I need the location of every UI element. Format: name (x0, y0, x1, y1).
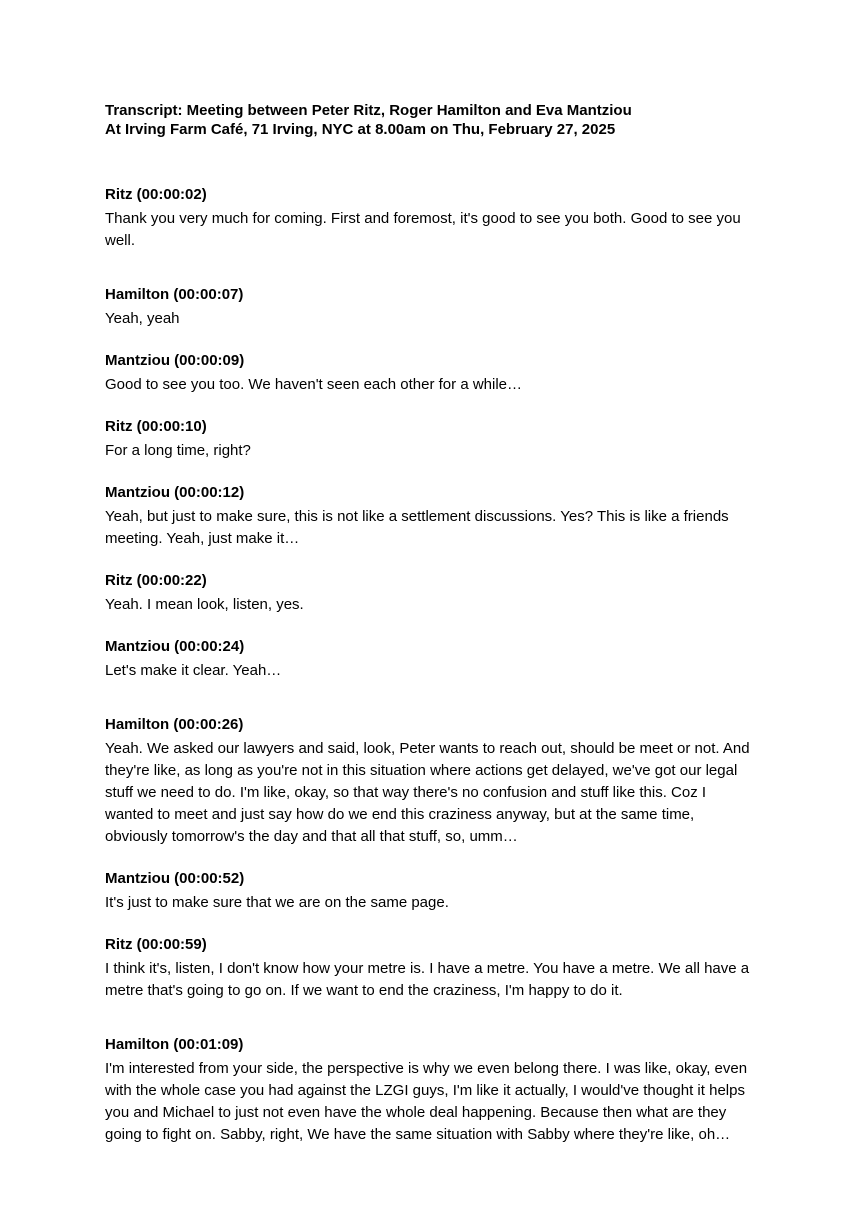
entry-text: Good to see you too. We haven't seen each other for a while… (105, 376, 523, 393)
speaker-name: Mantziou (105, 870, 170, 887)
transcript-entry (105, 571, 755, 616)
entry-timestamp: (00:00:10) (136, 418, 207, 435)
document-title-line1: Transcript: Meeting between Peter Ritz, Roger Hamilton and Eva Mantziou (105, 102, 632, 119)
entry-timestamp: (00:00:26) (173, 716, 244, 733)
transcript-entry (105, 869, 755, 914)
transcript-entry (105, 935, 755, 1002)
transcript-entry (105, 417, 755, 462)
entry-text: For a long time, right? (105, 442, 251, 459)
entry-timestamp: (00:00:07) (173, 286, 244, 303)
speaker-name: Ritz (105, 186, 133, 203)
speaker-name: Ritz (105, 572, 133, 589)
entry-timestamp: (00:00:22) (136, 572, 207, 589)
entry-text: It's just to make sure that we are on the same page. (105, 894, 449, 911)
entry-text: Yeah. I mean look, listen, yes. (105, 596, 304, 613)
document-title-line2: At Irving Farm Café, 71 Irving, NYC at 8.00am on Thu, February 27, 2025 (105, 121, 616, 138)
entry-timestamp: (00:00:24) (174, 638, 245, 655)
entry-heading (105, 1035, 755, 1054)
entry-timestamp: (00:00:02) (136, 186, 207, 203)
entry-text: I'm interested from your side, the perspective is why we even belong there. I was like, okay, even with the whole case you had against the LZGI guys, I'm like it actually, I would've thought it helps you and Michael to just not even have the whole deal happening. Because then what are they going to fight on. Sabby, right, We have the same situation with Sabby where they're like, oh… (105, 1060, 748, 1143)
speaker-name: Mantziou (105, 484, 170, 501)
entry-text: Yeah, yeah (105, 310, 180, 327)
entry-timestamp: (00:00:09) (174, 352, 245, 369)
speaker-name: Hamilton (105, 1036, 170, 1053)
transcript-entry (105, 1035, 755, 1146)
transcript-entries (105, 185, 755, 1146)
speaker-name: Hamilton (105, 286, 170, 303)
entry-text: Yeah. We asked our lawyers and said, look, Peter wants to reach out, should be meet or not. And they're like, as long as you're not in this situation where actions get delayed, we've got our legal stuff we need to do. I'm like, okay, so that way there's no confusion and stuff like this. Coz I wanted to meet and just say how do we end this craziness anyway, but at the same time, obviously tomorrow's the day and that all that stuff, so, umm… (105, 740, 750, 845)
speaker-name: Ritz (105, 936, 133, 953)
entry-text: I think it's, listen, I don't know how your metre is. I have a metre. You have a metre. We all have a metre that's going to go on. If we want to end the craziness, I'm happy to do it. (105, 960, 750, 999)
transcript-entry (105, 715, 755, 848)
entry-heading (105, 285, 755, 304)
entry-heading (105, 351, 755, 370)
speaker-name: Mantziou (105, 638, 170, 655)
transcript-entry (105, 285, 755, 330)
entry-timestamp: (00:01:09) (173, 1036, 244, 1053)
entry-heading (105, 637, 755, 656)
transcript-entry (105, 185, 755, 252)
entry-heading (105, 417, 755, 436)
entry-heading (105, 571, 755, 590)
speaker-name: Hamilton (105, 716, 170, 733)
entry-timestamp: (00:00:12) (174, 484, 245, 501)
entry-heading (105, 483, 755, 502)
entry-text: Yeah, but just to make sure, this is not like a settlement discussions. Yes? This is like a friends meeting. Yeah, just make it… (105, 508, 729, 547)
entry-heading (105, 185, 755, 204)
entry-heading (105, 935, 755, 954)
transcript-entry (105, 637, 755, 682)
speaker-name: Mantziou (105, 352, 170, 369)
transcript-entry (105, 483, 755, 550)
speaker-name: Ritz (105, 418, 133, 435)
entry-heading (105, 869, 755, 888)
entry-heading (105, 715, 755, 734)
entry-timestamp: (00:00:59) (136, 936, 207, 953)
entry-text: Let's make it clear. Yeah… (105, 662, 282, 679)
document-title (105, 101, 765, 139)
transcript-entry (105, 351, 755, 396)
entry-text: Thank you very much for coming. First and foremost, it's good to see you both. Good to see you well. (105, 210, 741, 249)
entry-timestamp: (00:00:52) (174, 870, 245, 887)
